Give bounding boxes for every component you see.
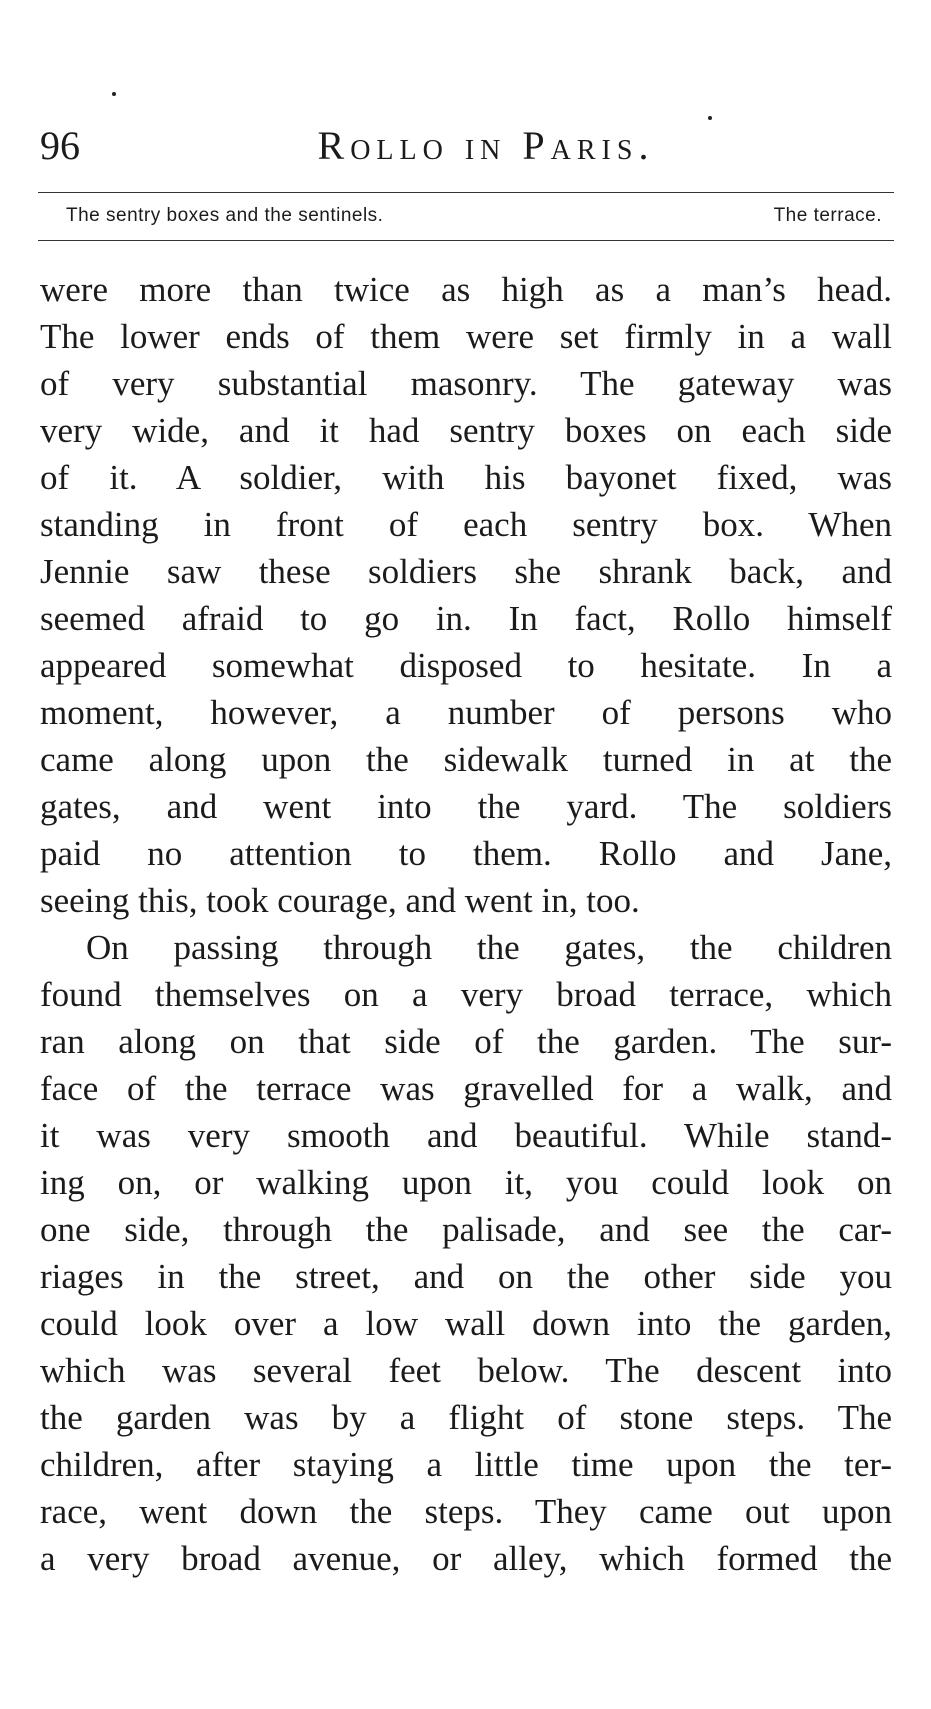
header-rule-top — [38, 192, 894, 193]
text-line: it was very smooth and beautiful. While stand- — [40, 1116, 892, 1155]
print-speck — [112, 92, 116, 96]
text-line: riages in the street, and on the other side you — [40, 1257, 892, 1296]
text-line: were more than twice as high as a man’s head. — [40, 270, 892, 309]
text-line: found themselves on a very broad terrace, which — [40, 975, 892, 1014]
text-line: standing in front of each sentry box. When — [40, 505, 892, 544]
body-text — [40, 266, 892, 1582]
sidenotes — [66, 202, 882, 230]
text-line: children, after staying a little time upon the ter- — [40, 1445, 892, 1484]
text-line: came along upon the sidewalk turned in at the — [40, 740, 892, 779]
text-line: which was several feet below. The descent into — [40, 1351, 892, 1390]
text-line: ran along on that side of the garden. The sur- — [40, 1022, 892, 1061]
page-header — [40, 118, 892, 174]
text-line: Jennie saw these soldiers she shrank back, and — [40, 552, 892, 591]
text-line: face of the terrace was gravelled for a walk, and — [40, 1069, 892, 1108]
page-number: 96 — [40, 123, 80, 168]
text-line: The lower ends of them were set firmly in a wall — [40, 317, 892, 356]
text-line: of it. A soldier, with his bayonet fixed, was — [40, 458, 892, 497]
header-rule-bottom — [38, 240, 894, 241]
text-line: one side, through the palisade, and see the car- — [40, 1210, 892, 1249]
sidenote-left: The sentry boxes and the sentinels. — [66, 205, 384, 226]
text-line: of very substantial masonry. The gateway was — [40, 364, 892, 403]
text-line: seeing this, took courage, and went in, too. — [40, 881, 640, 920]
text-line: race, went down the steps. They came out upon — [40, 1492, 892, 1531]
sidenote-right: The terrace. — [773, 205, 882, 226]
text-line: paid no attention to them. Rollo and Jane, — [40, 834, 892, 873]
text-line: gates, and went into the yard. The soldiers — [40, 787, 892, 826]
text-line: seemed afraid to go in. In fact, Rollo himself — [40, 599, 892, 638]
text-line: moment, however, a number of persons who — [40, 693, 892, 732]
text-line: the garden was by a flight of stone steps. The — [40, 1398, 892, 1437]
text-line: could look over a low wall down into the garden, — [40, 1304, 892, 1343]
running-title: Rollo in Paris. — [317, 123, 655, 168]
text-line: a very broad avenue, or alley, which formed the — [40, 1539, 892, 1578]
text-line: appeared somewhat disposed to hesitate. In a — [40, 646, 892, 685]
text-line: On passing through the gates, the children — [86, 928, 892, 967]
text-line: ing on, or walking upon it, you could look on — [40, 1163, 892, 1202]
text-line: very wide, and it had sentry boxes on each side — [40, 411, 892, 450]
